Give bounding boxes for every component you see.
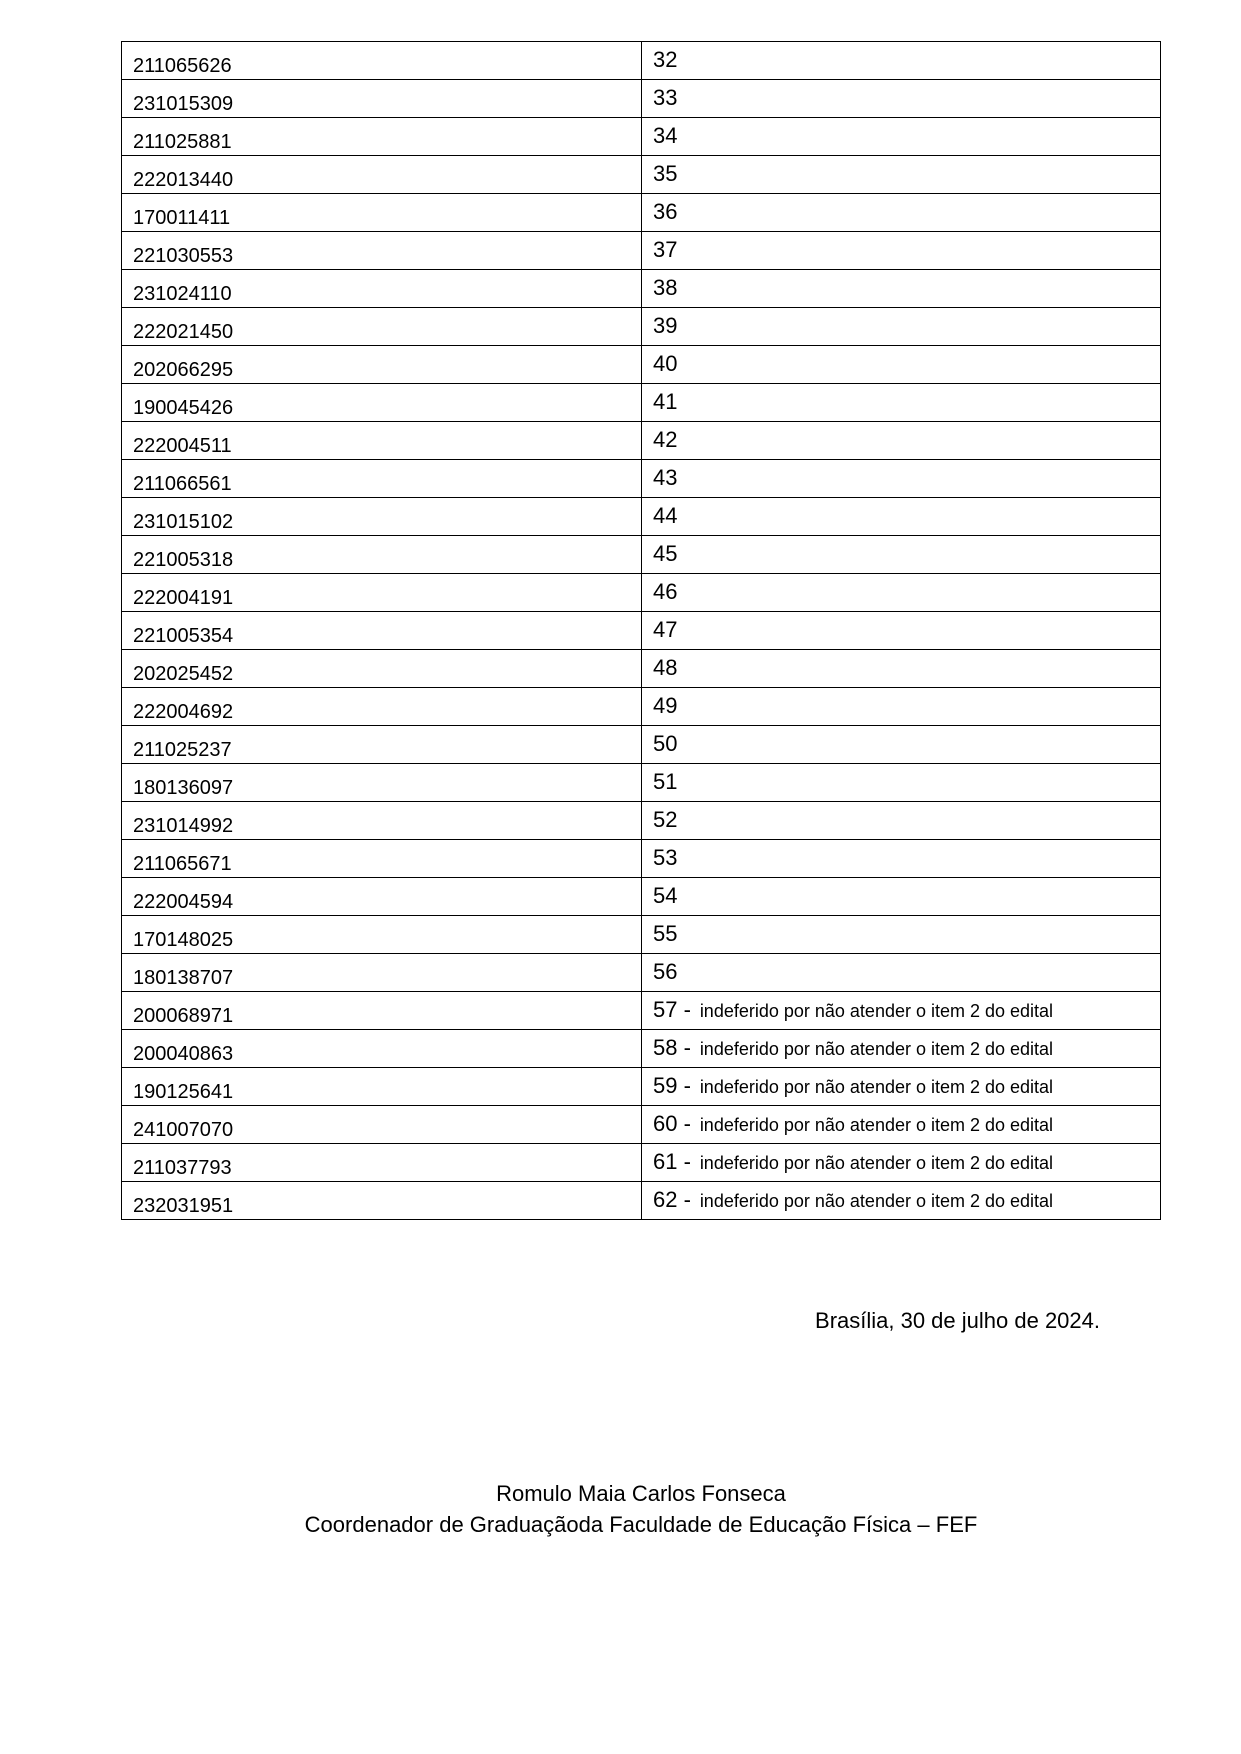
position-number: 33: [653, 85, 678, 110]
student-id: 231015309: [133, 93, 234, 115]
student-id-cell: [122, 194, 642, 232]
signatory-name: Romulo Maia Carlos Fonseca: [496, 1481, 786, 1506]
student-id: 202025452: [133, 663, 234, 685]
student-id-cell: [122, 992, 642, 1030]
position-number: 35: [653, 161, 678, 186]
student-id: 200068971: [133, 1005, 234, 1027]
position-number: 43: [653, 465, 678, 490]
student-id: 222004692: [133, 701, 234, 723]
table-row: [122, 954, 1161, 992]
position-number: 50: [653, 731, 678, 756]
position-cell: [642, 308, 1161, 346]
position-number: 37: [653, 237, 678, 262]
student-id-cell: [122, 1068, 642, 1106]
table-row: [122, 194, 1161, 232]
student-id: 222004191: [133, 587, 234, 609]
position-cell: [642, 498, 1161, 536]
student-id-cell: [122, 232, 642, 270]
student-id: 222021450: [133, 321, 234, 343]
position-cell: [642, 536, 1161, 574]
table-row: [122, 80, 1161, 118]
student-id-cell: [122, 840, 642, 878]
student-id: 190045426: [133, 397, 234, 419]
student-id-cell: [122, 498, 642, 536]
table-row: [122, 992, 1161, 1030]
rejection-note: indeferido por não atender o item 2 do edital: [699, 1039, 1054, 1059]
results-table: [121, 41, 1161, 1220]
student-id: 231024110: [133, 283, 232, 305]
student-id: 221005354: [133, 625, 234, 647]
position-number: 38: [653, 275, 678, 300]
table-row: [122, 764, 1161, 802]
student-id-cell: [122, 308, 642, 346]
position-cell: [642, 688, 1161, 726]
table-row: [122, 612, 1161, 650]
table-row: [122, 840, 1161, 878]
position-cell: [642, 916, 1161, 954]
position-number: 32: [653, 47, 678, 72]
position-cell: [642, 802, 1161, 840]
table-row: [122, 916, 1161, 954]
position-cell: [642, 1068, 1161, 1106]
student-id-cell: [122, 156, 642, 194]
position-cell: [642, 460, 1161, 498]
student-id: 211066561: [133, 473, 232, 495]
position-number: 41: [653, 389, 678, 414]
position-cell: [642, 650, 1161, 688]
table-row: [122, 308, 1161, 346]
position-number: 58 -: [653, 1035, 691, 1060]
results-table-body: [122, 42, 1161, 1220]
position-number: 42: [653, 427, 678, 452]
rejection-note: indeferido por não atender o item 2 do edital: [699, 1077, 1054, 1097]
table-row: [122, 1106, 1161, 1144]
position-number: 52: [653, 807, 678, 832]
table-row: [122, 384, 1161, 422]
position-cell: [642, 118, 1161, 156]
table-row: [122, 42, 1161, 80]
position-cell: [642, 840, 1161, 878]
student-id-cell: [122, 460, 642, 498]
table-row: [122, 460, 1161, 498]
position-cell: [642, 270, 1161, 308]
student-id: 211065671: [133, 853, 232, 875]
student-id-cell: [122, 1144, 642, 1182]
position-number: 36: [653, 199, 678, 224]
position-number: 57 -: [653, 997, 691, 1022]
position-cell: [642, 1106, 1161, 1144]
rejection-note: indeferido por não atender o item 2 do edital: [699, 1001, 1054, 1021]
position-cell: [642, 384, 1161, 422]
student-id: 190125641: [133, 1081, 234, 1103]
table-row: [122, 232, 1161, 270]
position-number: 48: [653, 655, 678, 680]
student-id: 231015102: [133, 511, 234, 533]
table-row: [122, 726, 1161, 764]
student-id: 180136097: [133, 777, 234, 799]
student-id-cell: [122, 878, 642, 916]
position-number: 40: [653, 351, 678, 376]
student-id: 221005318: [133, 549, 234, 571]
position-cell: [642, 764, 1161, 802]
position-number: 49: [653, 693, 678, 718]
table-row: [122, 878, 1161, 916]
table-row: [122, 1144, 1161, 1182]
student-id: 211025881: [133, 131, 232, 153]
student-id: 232031951: [133, 1195, 234, 1217]
student-id-cell: [122, 384, 642, 422]
student-id: 222013440: [133, 169, 234, 191]
student-id-cell: [122, 612, 642, 650]
position-cell: [642, 232, 1161, 270]
table-row: [122, 346, 1161, 384]
signatory-title: Coordenador de Graduaçãoda Faculdade de Educação Física – FEF: [304, 1512, 978, 1537]
position-number: 60 -: [653, 1111, 691, 1136]
student-id: 211025237: [133, 739, 232, 761]
position-cell: [642, 954, 1161, 992]
position-cell: [642, 80, 1161, 118]
student-id: 211037793: [133, 1157, 232, 1179]
table-row: [122, 536, 1161, 574]
student-id-cell: [122, 536, 642, 574]
position-cell: [642, 346, 1161, 384]
student-id-cell: [122, 346, 642, 384]
position-cell: [642, 574, 1161, 612]
position-number: 56: [653, 959, 678, 984]
student-id: 170011411: [133, 207, 231, 229]
student-id: 211065626: [133, 55, 232, 77]
position-number: 34: [653, 123, 678, 148]
position-number: 51: [653, 769, 678, 794]
position-number: 61 -: [653, 1149, 691, 1174]
student-id-cell: [122, 1182, 642, 1220]
table-row: [122, 688, 1161, 726]
student-id-cell: [122, 80, 642, 118]
student-id-cell: [122, 1030, 642, 1068]
position-cell: [642, 42, 1161, 80]
table-row: [122, 156, 1161, 194]
student-id-cell: [122, 42, 642, 80]
student-id: 200040863: [133, 1043, 234, 1065]
position-cell: [642, 1182, 1161, 1220]
student-id: 231014992: [133, 815, 234, 837]
student-id-cell: [122, 726, 642, 764]
position-number: 46: [653, 579, 678, 604]
student-id-cell: [122, 954, 642, 992]
student-id: 222004511: [133, 435, 232, 457]
position-cell: [642, 992, 1161, 1030]
student-id-cell: [122, 118, 642, 156]
position-number: 45: [653, 541, 678, 566]
position-cell: [642, 726, 1161, 764]
student-id-cell: [122, 650, 642, 688]
rejection-note: indeferido por não atender o item 2 do edital: [699, 1153, 1054, 1173]
student-id-cell: [122, 916, 642, 954]
table-row: [122, 650, 1161, 688]
position-number: 54: [653, 883, 678, 908]
position-cell: [642, 194, 1161, 232]
student-id: 222004594: [133, 891, 234, 913]
student-id-cell: [122, 802, 642, 840]
position-cell: [642, 878, 1161, 916]
student-id-cell: [122, 688, 642, 726]
position-number: 47: [653, 617, 678, 642]
dateline: Brasília, 30 de julho de 2024.: [815, 1308, 1100, 1333]
position-cell: [642, 1030, 1161, 1068]
student-id: 221030553: [133, 245, 234, 267]
position-number: 62 -: [653, 1187, 691, 1212]
student-id: 202066295: [133, 359, 234, 381]
student-id-cell: [122, 574, 642, 612]
position-cell: [642, 1144, 1161, 1182]
position-cell: [642, 422, 1161, 460]
position-number: 59 -: [653, 1073, 691, 1098]
student-id: 170148025: [133, 929, 234, 951]
student-id-cell: [122, 422, 642, 460]
student-id: 180138707: [133, 967, 234, 989]
table-row: [122, 1182, 1161, 1220]
table-row: [122, 270, 1161, 308]
rejection-note: indeferido por não atender o item 2 do edital: [699, 1191, 1054, 1211]
position-number: 44: [653, 503, 678, 528]
rejection-note: indeferido por não atender o item 2 do edital: [699, 1115, 1054, 1135]
table-row: [122, 802, 1161, 840]
position-number: 53: [653, 845, 678, 870]
signature-block: [0, 1478, 1241, 1540]
table-row: [122, 1030, 1161, 1068]
student-id: 241007070: [133, 1119, 234, 1141]
table-row: [122, 574, 1161, 612]
position-number: 55: [653, 921, 678, 946]
position-cell: [642, 612, 1161, 650]
student-id-cell: [122, 764, 642, 802]
table-row: [122, 118, 1161, 156]
position-cell: [642, 156, 1161, 194]
table-row: [122, 498, 1161, 536]
table-row: [122, 422, 1161, 460]
student-id-cell: [122, 270, 642, 308]
position-number: 39: [653, 313, 678, 338]
table-row: [122, 1068, 1161, 1106]
student-id-cell: [122, 1106, 642, 1144]
